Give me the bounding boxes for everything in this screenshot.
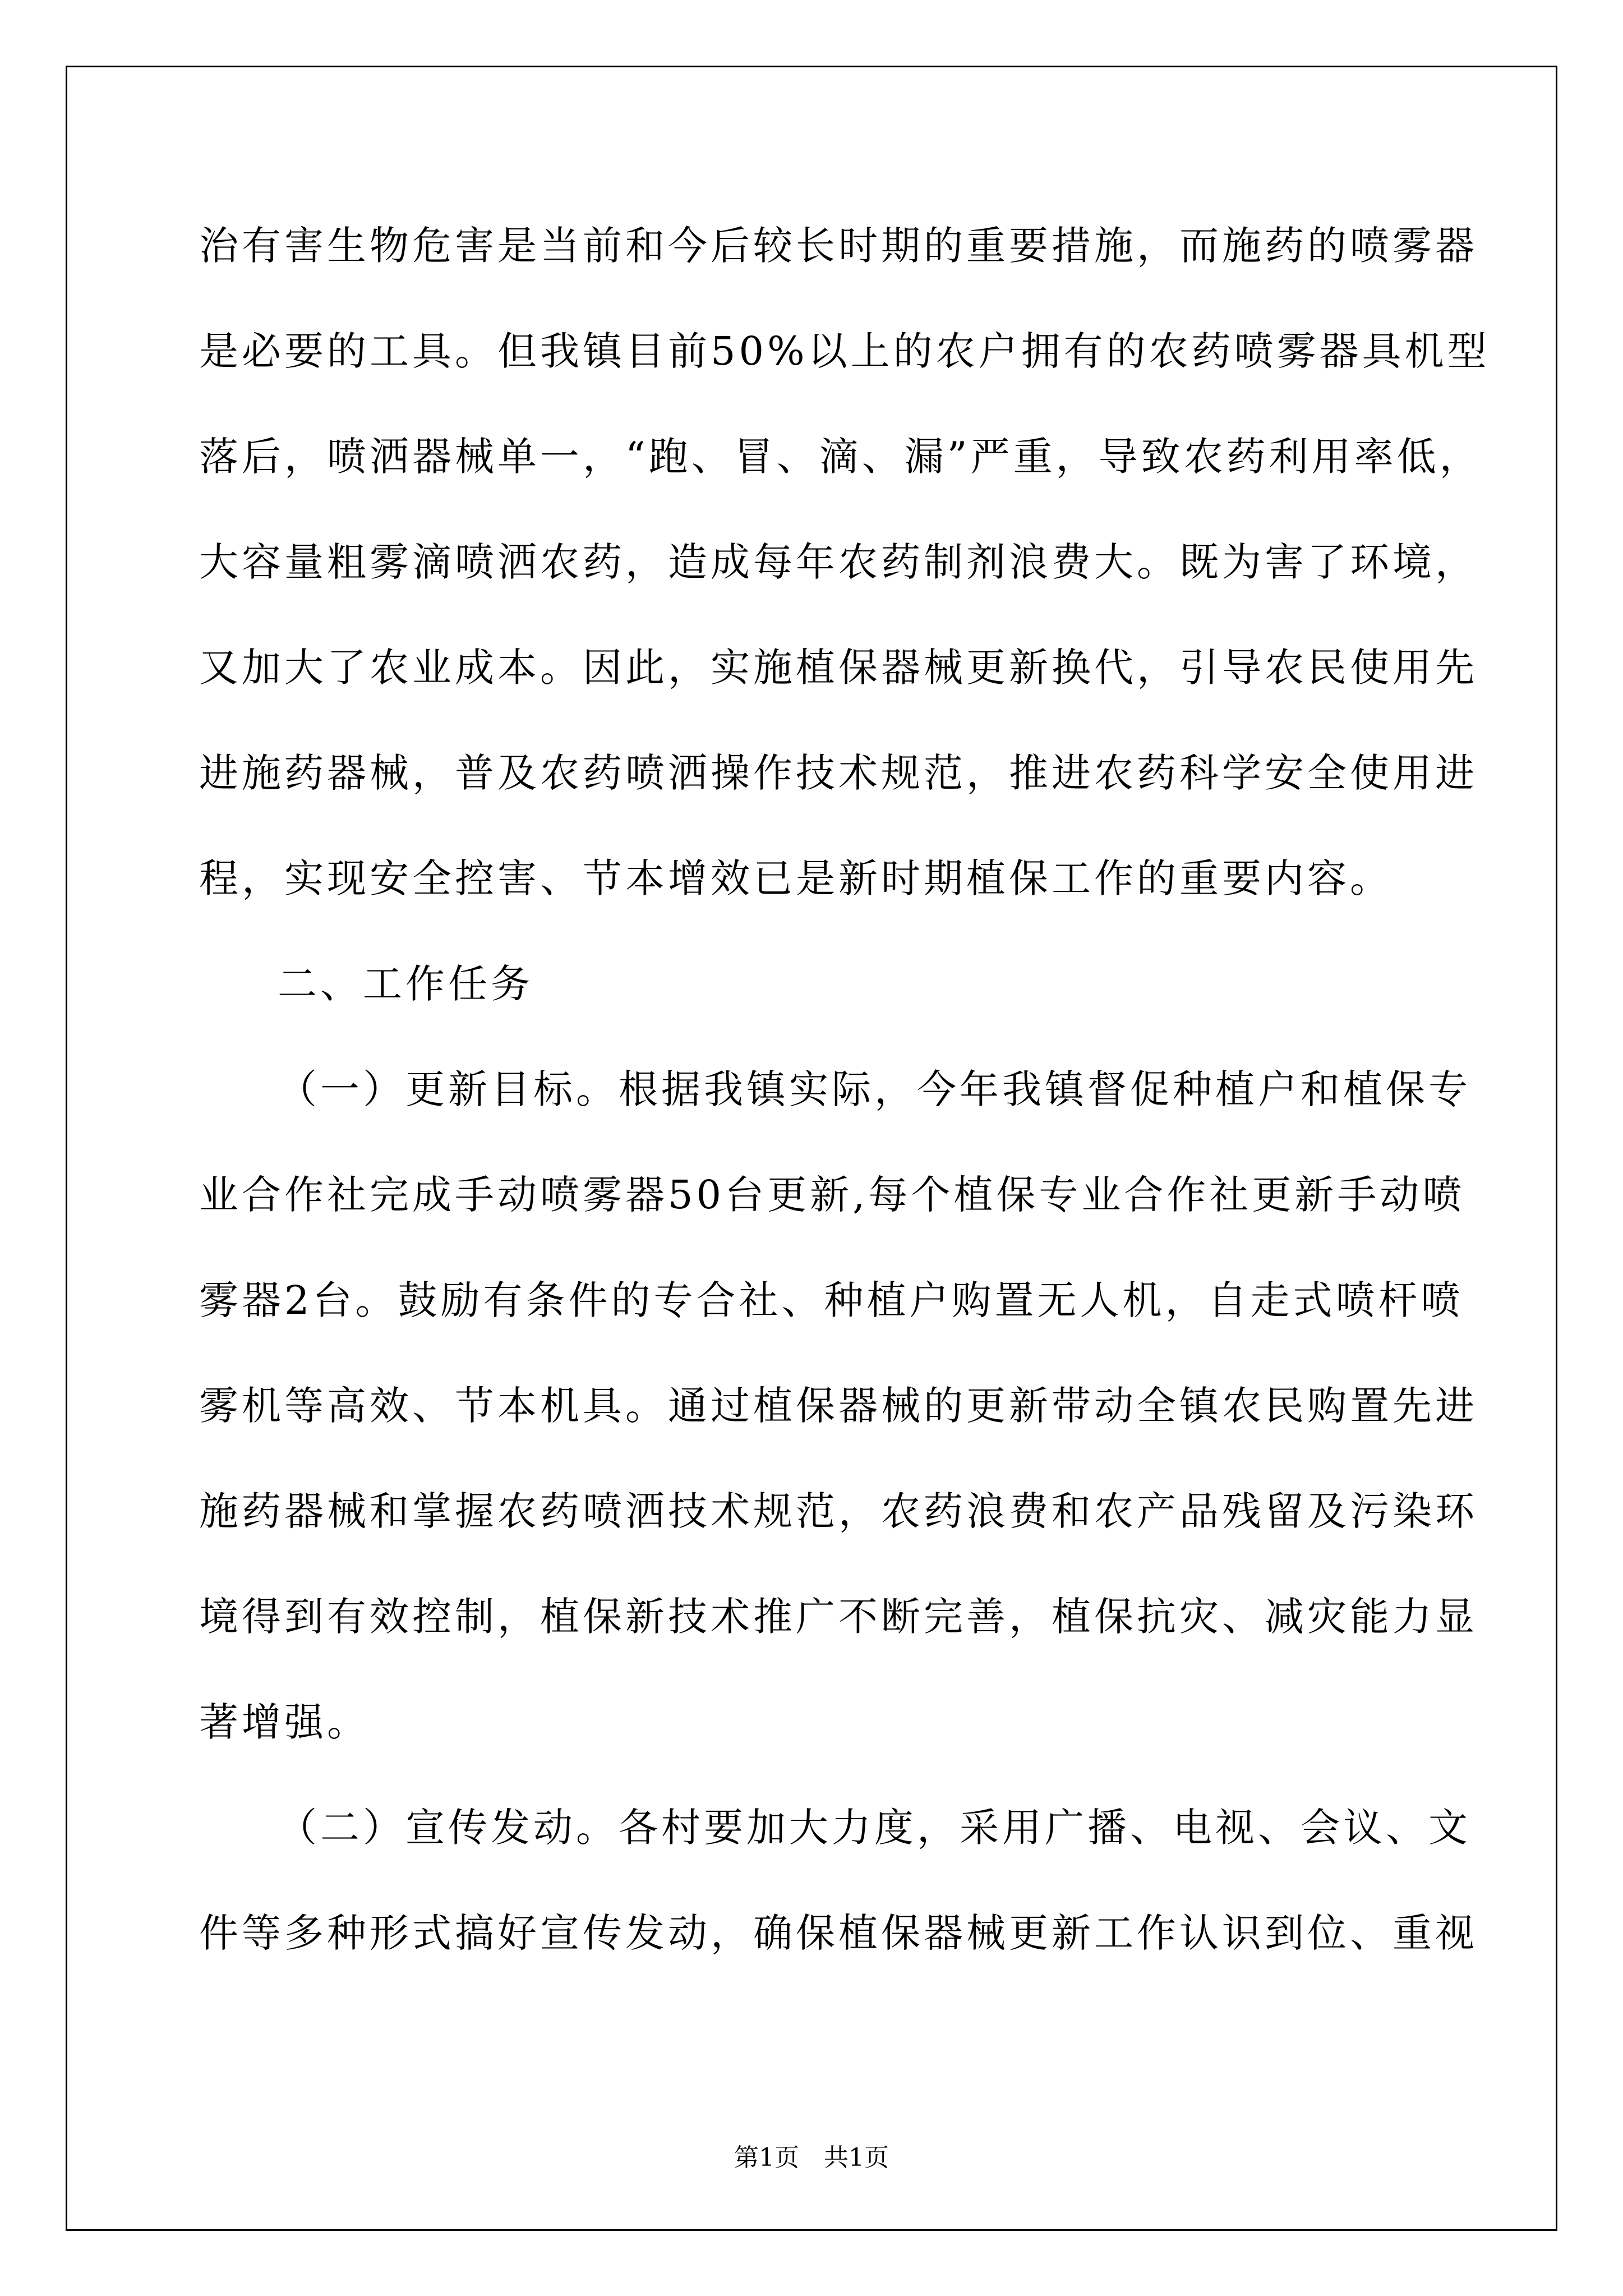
text-line: 著增强。: [199, 1699, 370, 1745]
text-line: 件等多种形式搞好宣传发动，确保植保器械更新工作认识到位、重视: [199, 1910, 1478, 1956]
text-line: 治有害生物危害是当前和今后较长时期的重要措施，而施药的喷雾器: [199, 223, 1478, 269]
text-line: 落后，喷洒器械单一，“跑、冒、滴、漏”严重，导致农药利用率低，: [199, 434, 1482, 480]
page-number-footer: 第1页 共1页: [734, 2143, 889, 2172]
text-line: 雾机等高效、节本机具。通过植保器械的更新带动全镇农民购置先进: [199, 1383, 1478, 1429]
text-line: 雾器2台。鼓励有条件的专合社、种植户购置无人机，自走式喷杆喷: [199, 1277, 1464, 1323]
text-line: 施药器械和掌握农药喷洒技术规范，农药浪费和农产品残留及污染环: [199, 1488, 1478, 1534]
paragraph-start: （一）更新目标。根据我镇实际，今年我镇督促种植户和植保专: [278, 1066, 1471, 1112]
section-heading: 二、工作任务: [278, 961, 533, 1007]
text-line: 又加大了农业成本。因此，实施植保器械更新换代，引导农民使用先: [199, 645, 1478, 691]
text-line: 大容量粗雾滴喷洒农药，造成每年农药制剂浪费大。既为害了环境，: [199, 539, 1478, 585]
text-line: 进施药器械，普及农药喷洒操作技术规范，推进农药科学安全使用进: [199, 750, 1478, 796]
text-line: 程，实现安全控害、节本增效已是新时期植保工作的重要内容。: [199, 855, 1393, 901]
paragraph-start: （二）宣传发动。各村要加大力度，采用广播、电视、会议、文: [278, 1805, 1471, 1851]
document-body: [199, 208, 1490, 2000]
text-line: 业合作社完成手动喷雾器50台更新,每个植保专业合作社更新手动喷: [199, 1172, 1465, 1218]
text-line: 境得到有效控制，植保新技术推广不断完善，植保抗灾、减灾能力显: [199, 1594, 1478, 1640]
text-line: 是必要的工具。但我镇目前50%以上的农户拥有的农药喷雾器具机型: [199, 328, 1490, 374]
